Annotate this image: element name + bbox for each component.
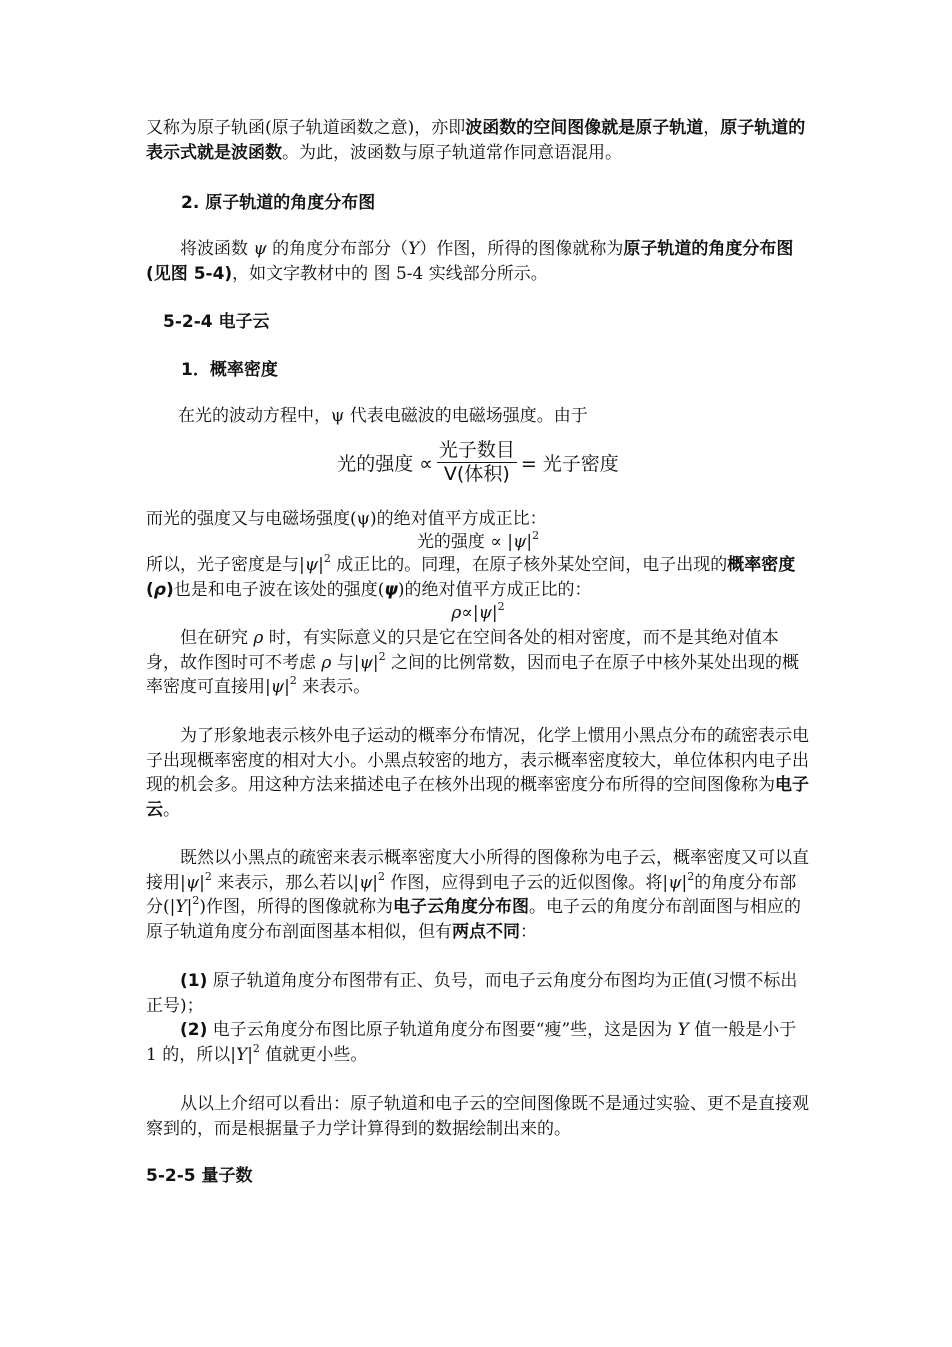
formula-rhs: | [491, 603, 498, 623]
psi-symbol: ψ [359, 652, 373, 673]
psi-symbol: ψ [478, 603, 492, 623]
formula-lhs: 光的强度 ∝ [337, 452, 433, 475]
text: 的角度分布部分（ [266, 239, 409, 259]
rho-symbol: ρ [321, 652, 332, 673]
formula-light-intensity [146, 438, 810, 486]
fraction-numerator: 光子数目 [438, 438, 515, 461]
list-item-difference-1 [146, 969, 810, 1018]
formula-mid: ∝| [461, 603, 479, 623]
text: | [372, 872, 379, 893]
psi-symbol: ψ [253, 239, 267, 259]
text: | [199, 872, 205, 893]
formula-fraction [437, 440, 517, 485]
bold-text: 两点不同 [452, 921, 520, 942]
y-symbol: Y [175, 897, 187, 917]
text: 。电子云的角度分布剖面图与相应的原子轨道角度分布剖面图基本相似，但有 [146, 897, 801, 942]
exponent: 2 [204, 869, 212, 883]
text: 值就更小些。 [259, 1044, 368, 1065]
exponent: 2 [323, 552, 331, 566]
psi-symbol: ψ [512, 532, 527, 552]
text: 之间的比例常数，因而电子在原子中核外某处出现的概率密度可直接用| [146, 652, 800, 697]
y-symbol: Y [677, 1020, 689, 1040]
paragraph-conclusion: 从以上介绍可以看出：原子轨道和电子云的空间图像既不是通过实验、更不是直接观察到的，而是根据量子力学计算得到的数据绘制出来的。 [146, 1094, 809, 1139]
text: ， [703, 118, 721, 138]
exponent: 2 [497, 600, 505, 614]
bold-text: ) [165, 579, 174, 600]
text: 也是和电子波在该处的强度( [173, 579, 385, 600]
exponent: 2 [289, 674, 297, 688]
bold-text: 概率密度( [146, 555, 796, 600]
bold-text: 原子轨道的表示式就是波函数 [146, 118, 806, 163]
text: 成正比的。同理，在原子核外某处空间，电子出现的 [330, 555, 728, 575]
psi-symbol: ψ [668, 872, 682, 893]
formula-rhs: | [526, 532, 533, 552]
text: ，如文字教材中的 图 5-4 实线部分所示。 [232, 263, 548, 284]
text: 但在研究 [180, 628, 254, 648]
exponent: 2 [378, 869, 386, 883]
section-heading-electron-cloud: 5-2-4 电子云 [163, 312, 270, 332]
text: | [284, 677, 290, 697]
paragraph-light-wave: 在光的波动方程中，ψ 代表电磁波的电磁场强度。由于 [178, 406, 588, 426]
bold-text: 电子云角度分布图 [392, 897, 529, 917]
psi-symbol: ψ [358, 872, 373, 893]
text: 原子轨道角度分布图带有正、负号，而电子云角度分布图均为正值(习惯不标出正号)； [146, 971, 798, 1016]
psi-symbol: ψ [384, 579, 398, 600]
exponent: 2 [378, 649, 386, 663]
text: 将波函数 [180, 239, 254, 259]
psi-symbol: ψ [270, 677, 285, 697]
text: 。为此，波函数与原子轨道常作同意语混用。 [282, 142, 622, 163]
psi-symbol: ψ [304, 555, 319, 575]
text: 为了形象地表示核外电子运动的概率分布情况，化学上惯用小黑点分布的疏密表示电子出现概率密度的相对大小。小黑点较密的地方，表示概率密度较大，单位体积内电子出现的机会多。用这种方法来描述电子在核外出现的概率密度分布所得的空间图像称为 [146, 726, 809, 795]
rho-symbol: ρ [153, 579, 166, 600]
text: )的绝对值平方成正比的： [397, 579, 592, 600]
rho-symbol: ρ [451, 603, 462, 623]
y-symbol: Y [235, 1044, 248, 1065]
exponent: 2 [532, 529, 540, 543]
psi-symbol: ψ [185, 872, 200, 893]
text: 所以，光子密度是与| [146, 555, 305, 575]
fraction-denominator: V(体积) [443, 462, 510, 485]
paragraph-relative-density [146, 626, 810, 700]
paragraph-electron-cloud-angular [146, 846, 810, 944]
text: 作图，应得到电子云的近似图像。将| [385, 872, 669, 893]
exponent: 2 [192, 894, 200, 908]
bold-text: (见图 5-4) [146, 263, 233, 284]
paragraph-intensity-proportional: 而光的强度又与电磁场强度(ψ)的绝对值平方成正比： [146, 509, 547, 529]
text: | [681, 872, 688, 893]
text: 。 [163, 799, 180, 820]
list-item-difference-2 [146, 1018, 810, 1067]
text: 又称为原子轨函(原子轨道函数之意)，亦即 [146, 118, 466, 138]
bold-text: 电子云 [146, 775, 809, 820]
formula-lhs: 光的强度 ∝ | [416, 532, 513, 552]
text: 时，有实际意义的只是它在空间各处的相对密度，而不是其绝对值本身，故作图时可不考虑 [146, 628, 779, 673]
text: ）作图，所得的图像就称为 [419, 239, 624, 259]
text: | [318, 555, 324, 575]
section-heading-angular-distribution: 2. 原子轨道的角度分布图 [181, 193, 376, 213]
text: ： [520, 921, 537, 942]
text: )作图，所得的图像就称为 [199, 897, 393, 917]
bold-text: (1) [180, 971, 208, 991]
text: 的角度分布部分(| [146, 872, 797, 917]
text: | [247, 1044, 253, 1065]
bold-text: 原子轨道的角度分布图 [623, 239, 794, 259]
subsection-heading-probability-density: 1．概率密度 [181, 360, 278, 380]
text: 既然以小黑点的疏密来表示概率密度大小所得的图像称为电子云，概率密度又可以直接用| [146, 848, 809, 893]
y-symbol: Y [408, 239, 420, 259]
text: 电子云角度分布图比原子轨道角度分布图要“瘦”些，这是因为 [207, 1020, 678, 1040]
exponent: 2 [687, 869, 695, 883]
text: 来表示，那么若以| [211, 872, 359, 893]
bold-text: 波函数的空间图像就是原子轨道 [465, 118, 704, 138]
text: 与| [331, 652, 360, 673]
paragraph-orbital-definition [146, 116, 810, 165]
text: | [186, 897, 193, 917]
paragraph-photon-density [146, 553, 810, 602]
text: 值一般是小于 1 的，所以| [146, 1020, 797, 1065]
formula-rho-psi [146, 602, 810, 624]
paragraph-electron-cloud-definition [146, 724, 810, 822]
paragraph-angular-distribution [146, 237, 810, 286]
formula-rhs: = 光子密度 [520, 452, 619, 475]
text: | [372, 652, 379, 673]
rho-symbol: ρ [253, 628, 264, 648]
bold-text: (2) [180, 1020, 208, 1040]
formula-intensity-psi [146, 531, 810, 553]
section-heading-quantum-numbers: 5-2-5 量子数 [146, 1166, 253, 1186]
exponent: 2 [252, 1041, 260, 1055]
text: 来表示。 [296, 677, 371, 697]
